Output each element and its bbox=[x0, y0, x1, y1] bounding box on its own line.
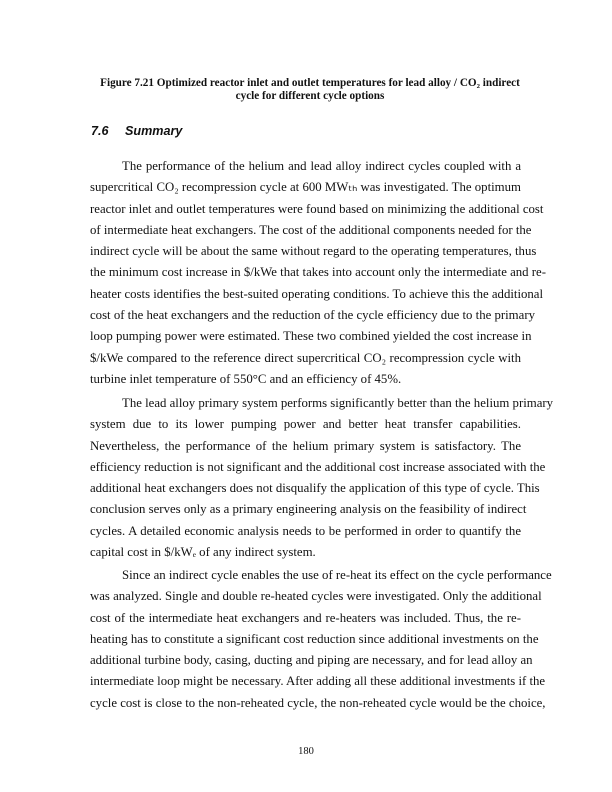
text-line: of intermediate heat exchangers. The cost of the additional components needed for the bbox=[90, 222, 532, 237]
text-line: cost of the intermediate heat exchangers and re-heaters was included. Thus, the re- bbox=[90, 610, 521, 625]
text-line: capital cost in $/kWₑ of any indirect system. bbox=[90, 545, 316, 560]
text-line: $/kWe compared to the reference direct supercritical CO₂ recompression cycle with bbox=[90, 350, 521, 365]
text-line: cycles. A detailed economic analysis needs to be performed in order to quantify the bbox=[90, 523, 521, 538]
section-number: 7.6 bbox=[91, 124, 109, 138]
text-line: loop pumping power were estimated. These two combined yielded the cost increase in bbox=[90, 329, 532, 344]
paragraph-1 bbox=[90, 156, 546, 390]
paragraph-2 bbox=[90, 393, 554, 563]
text-line: indirect cycle will be about the same without regard to the operating temperatures, thus bbox=[90, 244, 537, 259]
paragraph-3 bbox=[90, 565, 552, 714]
figure-caption bbox=[80, 77, 540, 103]
text-line: heater costs identifies the best-suited operating conditions. To achieve this the additional bbox=[90, 286, 544, 301]
figure-caption-line-2: cycle for different cycle options bbox=[235, 90, 385, 102]
text-line: The performance of the helium and lead alloy indirect cycles coupled with a bbox=[122, 159, 521, 173]
text-line: supercritical CO₂ recompression cycle at 600 MWₜₕ was investigated. The optimum bbox=[90, 180, 521, 195]
text-line: efficiency reduction is not significant and the additional cost increase associated with the bbox=[90, 459, 546, 474]
text-line: cost of the heat exchangers and the reduction of the cycle efficiency due to the primary bbox=[90, 308, 535, 323]
text-line: additional heat exchangers does not disqualify the application of this type of cycle. This bbox=[90, 481, 540, 496]
figure-caption-line-1: Figure 7.21 Optimized reactor inlet and outlet temperatures for lead alloy / CO₂ indirect bbox=[100, 77, 520, 89]
text-line: The lead alloy primary system performs significantly better than the helium primary bbox=[122, 396, 554, 410]
text-line: turbine inlet temperature of 550°C and an efficiency of 45%. bbox=[90, 371, 402, 386]
text-line: Nevertheless, the performance of the helium primary system is satisfactory. The bbox=[90, 438, 521, 453]
page-number: 180 bbox=[298, 746, 314, 757]
text-line: the minimum cost increase in $/kWe that takes into account only the intermediate and re- bbox=[90, 265, 546, 280]
section-heading bbox=[91, 124, 182, 138]
text-line: was analyzed. Single and double re-heated cycles were investigated. Only the additional bbox=[90, 589, 542, 604]
text-line: intermediate loop might be necessary. After adding all these additional investments if the bbox=[90, 674, 546, 689]
text-line: heating has to constitute a significant cost reduction since additional investments on the bbox=[90, 631, 539, 646]
text-line: reactor inlet and outlet temperatures were found based on minimizing the additional cost bbox=[90, 201, 544, 216]
text-line: additional turbine body, casing, ducting and piping are necessary, and for lead alloy an bbox=[90, 653, 533, 668]
text-line: conclusion serves only as a primary engineering analysis on the feasibility of indirect bbox=[90, 502, 527, 517]
text-line: system due to its lower pumping power and better heat transfer capabilities. bbox=[90, 417, 521, 432]
section-title: Summary bbox=[125, 124, 183, 138]
text-line: Since an indirect cycle enables the use of re-heat its effect on the cycle performance bbox=[122, 568, 552, 582]
text-line: cycle cost is close to the non-reheated cycle, the non-reheated cycle would be the choice, bbox=[90, 695, 546, 710]
